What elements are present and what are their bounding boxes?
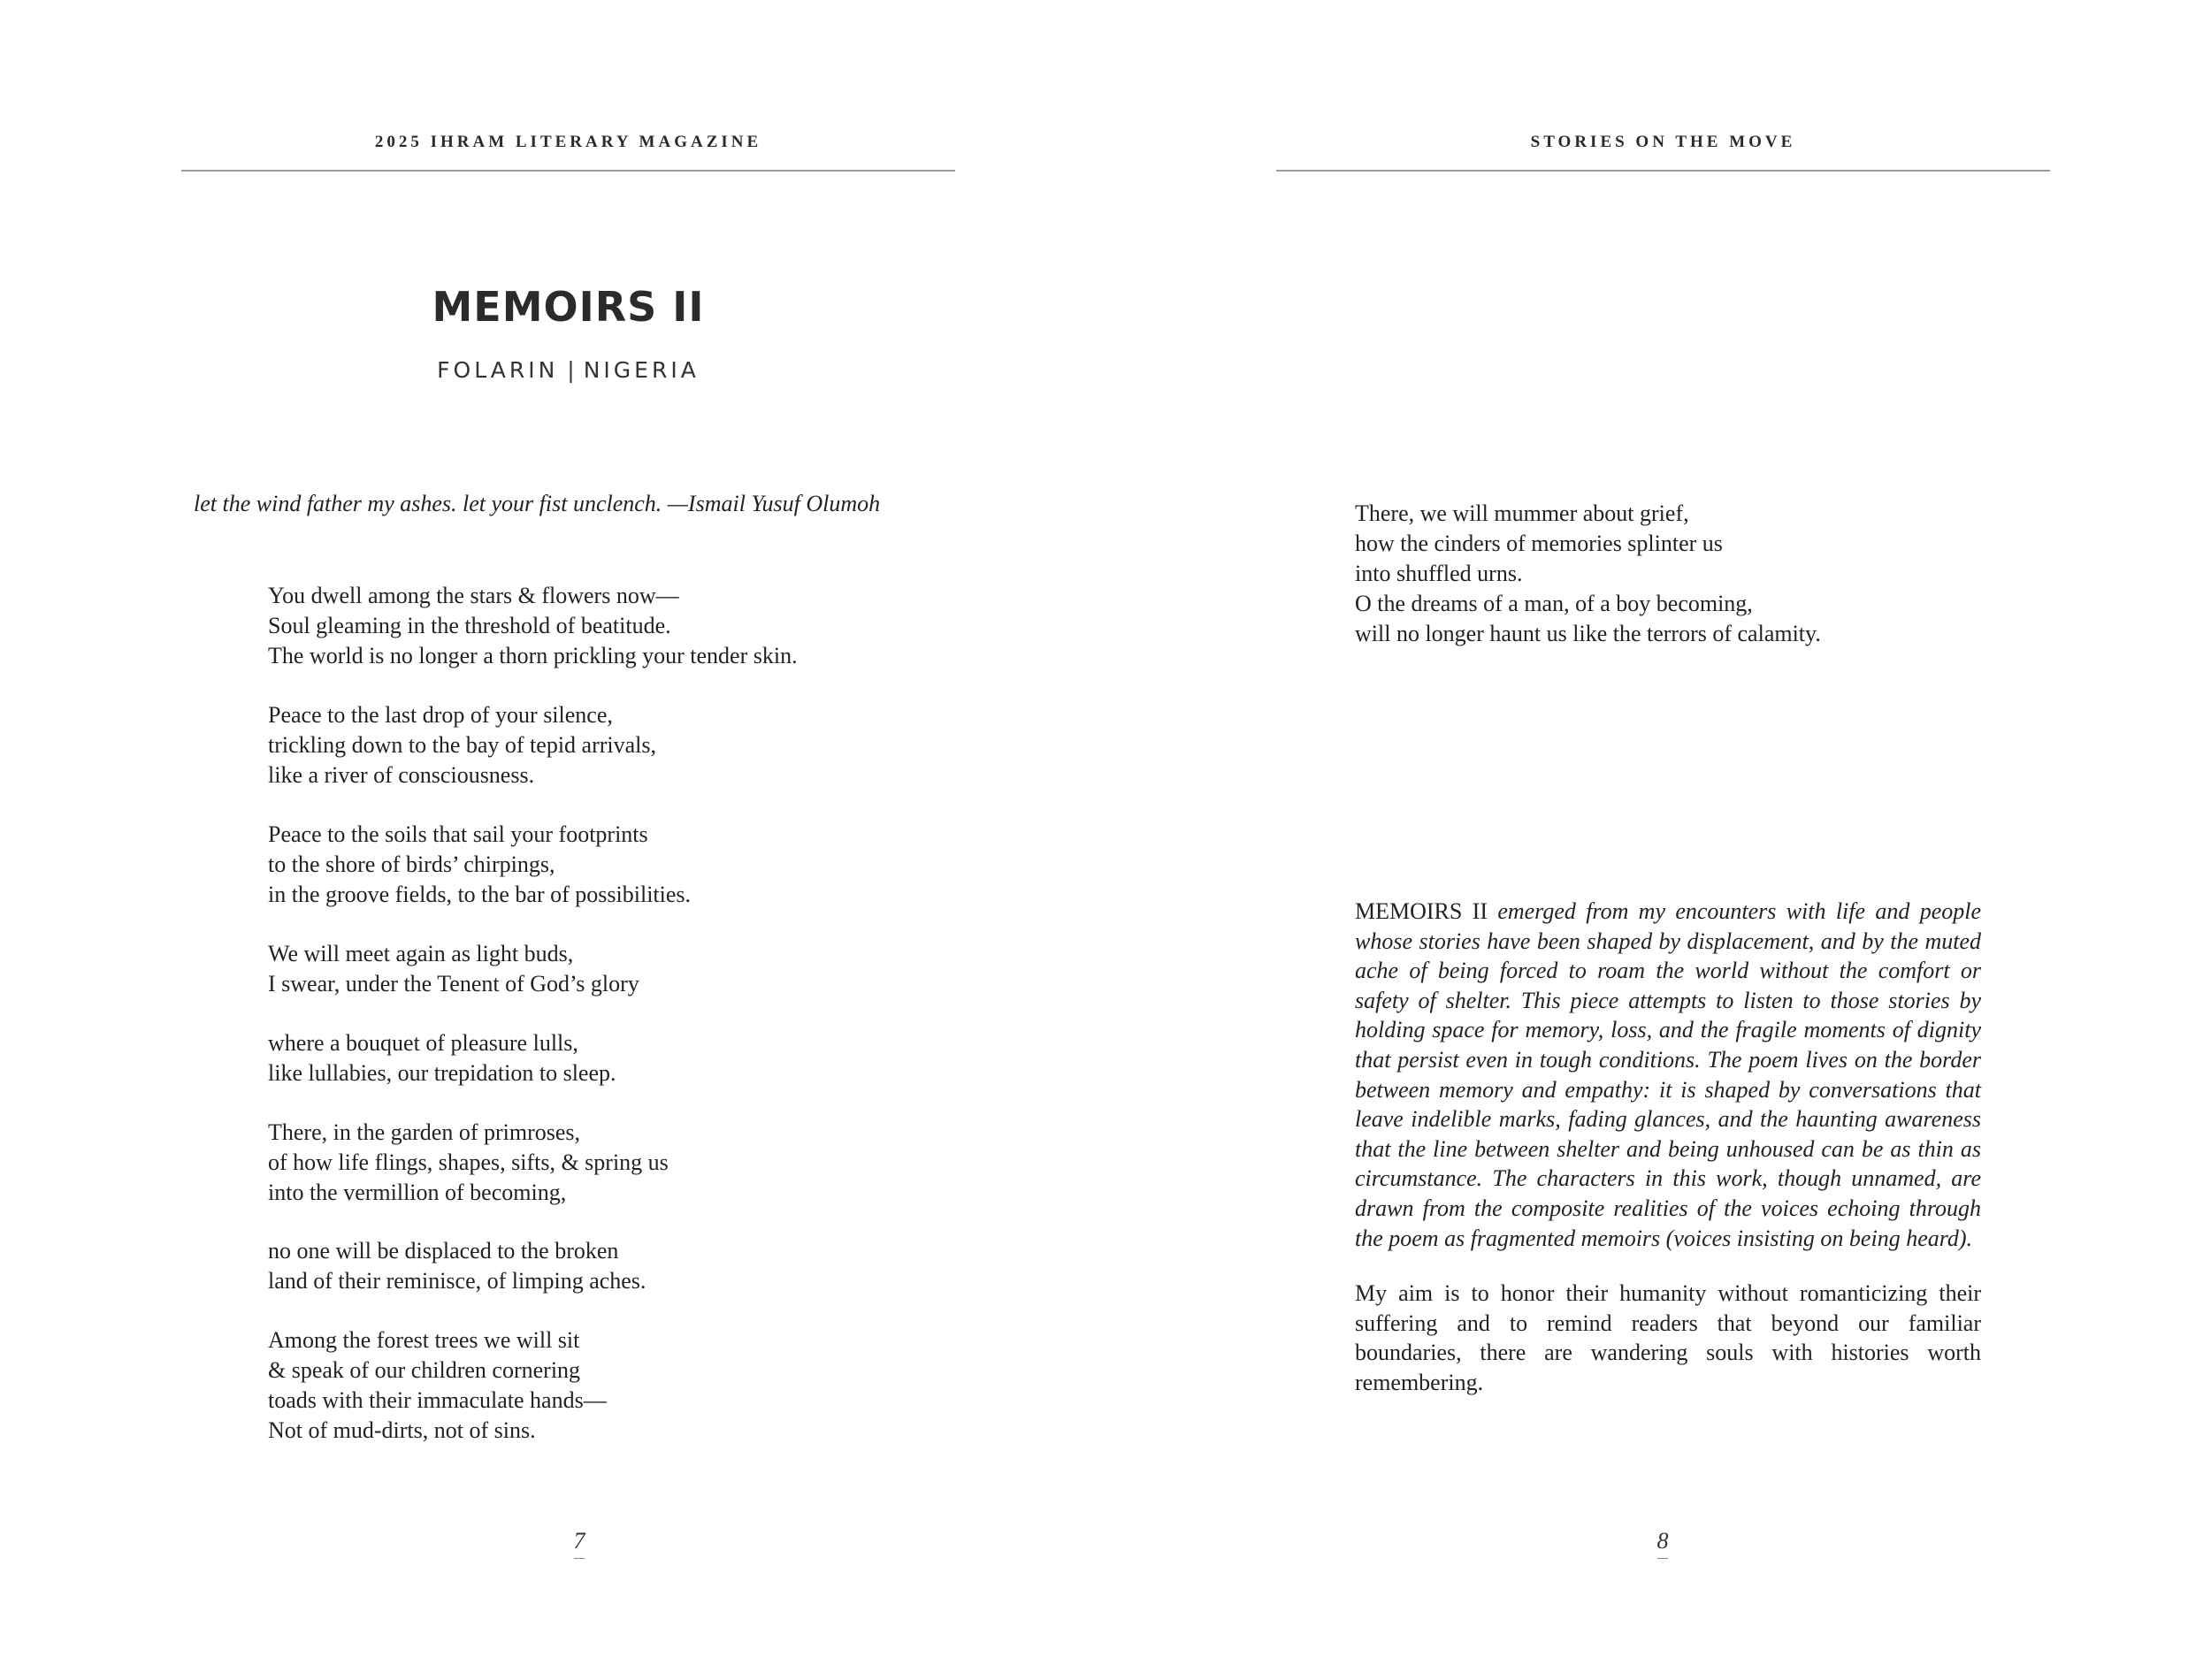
epigraph: let the wind father my ashes. let your fist unclench. —Ismail Yusuf Olumoh [194,491,881,516]
stanza-8 [268,1325,607,1446]
stanza-3 [268,820,691,910]
poem-line: into shuffled urns. [1355,561,1523,586]
poem-line: You dwell among the stars & flowers now— [268,583,679,608]
poem-line: Not of mud-dirts, not of sins. [268,1417,536,1443]
stanza-7 [268,1236,646,1296]
poem-line: like a river of consciousness. [268,762,535,788]
stanza-1 [268,581,798,671]
author-note-paragraph-1 [1355,897,1981,1253]
poem-line: will no longer haunt us like the terrors of calamity. [1355,621,1821,646]
author-name: FOLARIN [437,357,559,383]
right-page [1106,0,2211,1680]
stanza-2 [268,700,656,790]
poem-title: MEMOIRS II [432,283,705,331]
header-rule [181,170,955,172]
page-number: 8 [1656,1528,1669,1554]
poem-line: in the groove fields, to the bar of possibilities. [268,882,692,907]
poem-line: no one will be displaced to the broken [268,1238,619,1264]
byline-separator: | [567,357,575,383]
poem-line: where a bouquet of pleasure lulls, [268,1030,578,1056]
page-number: 7 [573,1528,585,1554]
header-rule [1276,170,2050,172]
poem-line: Peace to the last drop of your silence, [268,702,613,728]
poem-line: Peace to the soils that sail your footprints [268,821,648,847]
stanza-continued [1355,499,1821,649]
poem-line: how the cinders of memories splinter us [1355,531,1723,556]
running-head: 2025 IHRAM LITERARY MAGAZINE [374,133,762,151]
running-head: STORIES ON THE MOVE [1530,133,1796,151]
poem-line: of how life flings, shapes, sifts, & spring us [268,1149,669,1175]
poem-line: Soul gleaming in the threshold of beatitude. [268,613,671,638]
byline [181,357,955,383]
author-country: NIGERIA [583,357,700,383]
poem-line: to the shore of birds’ chirpings, [268,851,555,877]
page-number-underline [574,1558,585,1559]
page-number-underline [1657,1558,1668,1559]
poem-line: I swear, under the Tenent of God’s glory [268,971,639,997]
note-text: emerged from my encounters with life and people whose stories have been shaped by displacement, and by the muted ache of being forced to roam the world without the comfort or safety of shelter. This piece attempts to listen to those stories by holding space for memory, loss, and the fragile moments of dignity that persist even in tough conditions. The poem lives on the border between memory and empathy: it is shaped by conversations that leave indelible marks, fading glances, and the haunting awareness that the line between shelter and being unhoused can be as thin as circumstance. The characters in this work, though unnamed, are drawn from the composite realities of the voices echoing through the poem as fragmented memoirs (voices insisting on being heard). [1355,898,1982,1251]
note-title-reference: MEMOIRS II [1355,898,1488,924]
poem-line: trickling down to the bay of tepid arrivals, [268,732,657,758]
poem-line: O the dreams of a man, of a boy becoming, [1355,591,1753,616]
poem-line: like lullabies, our trepidation to sleep. [268,1060,616,1086]
poem-line: land of their reminisce, of limping aches. [268,1268,646,1294]
poem-line: toads with their immaculate hands— [268,1387,607,1413]
poem-line: into the vermillion of becoming, [268,1180,567,1205]
stanza-5 [268,1028,616,1088]
stanza-6 [268,1118,669,1208]
poem-line: & speak of our children cornering [268,1357,581,1383]
poem-line: Among the forest trees we will sit [268,1327,580,1353]
stanza-4 [268,939,639,999]
poem-line: The world is no longer a thorn prickling your tender skin. [268,643,798,668]
poem-line: We will meet again as light buds, [268,941,574,966]
poem-line: There, in the garden of primroses, [268,1119,581,1145]
author-note-paragraph-2: My aim is to honor their humanity without romanticizing their suffering and to remind readers that beyond our familiar boundaries, there are wandering souls with histories worth remembering. [1355,1280,1981,1395]
poem-line: There, we will mummer about grief, [1355,500,1689,526]
